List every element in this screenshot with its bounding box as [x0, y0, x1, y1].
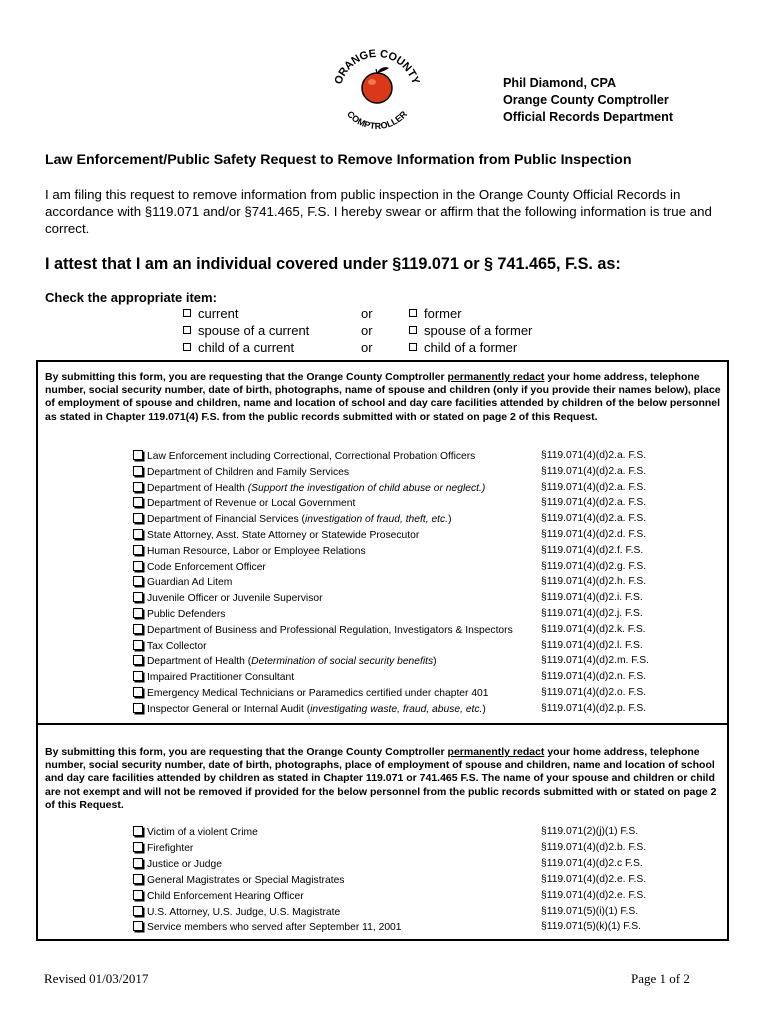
checkbox-icon[interactable] — [183, 326, 191, 334]
or-text: or — [361, 340, 373, 355]
option-current[interactable]: current — [183, 306, 238, 321]
statute-reference: §119.071(4)(d)2.a. F.S. — [541, 497, 647, 509]
item-label: Department of Health — [147, 482, 248, 494]
checkbox-icon[interactable] — [183, 309, 191, 317]
item-label: Emergency Medical Technicians or Paramedics certified under chapter 401 — [147, 688, 489, 699]
checkbox-icon[interactable] — [133, 592, 143, 602]
or-text: or — [361, 323, 373, 338]
footer-page-number: Page 1 of 2 — [631, 971, 690, 986]
checkbox-icon[interactable] — [133, 890, 143, 900]
statute-reference: §119.071(2)(j)(1) F.S. — [541, 826, 639, 837]
list-item[interactable] — [133, 623, 513, 637]
item-label: Department of Children and Family Services — [147, 466, 350, 478]
item-label: Victim of a violent Crime — [147, 827, 258, 838]
item-label: Child Enforcement Hearing Officer — [147, 890, 304, 902]
list-item[interactable] — [133, 575, 232, 589]
statute-reference: §119.071(4)(d)2.c F.S. — [541, 857, 643, 869]
list-item[interactable] — [133, 591, 323, 605]
list-item[interactable] — [133, 481, 485, 495]
list-item[interactable] — [133, 607, 225, 621]
statute-reference: §119.071(4)(d)2.h. F.S. — [541, 576, 647, 588]
statute-reference: §119.071(4)(d)2.d. F.S. — [541, 529, 647, 540]
statute-reference: §119.071(4)(d)2.e. F.S. — [541, 889, 647, 901]
statute-reference: §119.071(4)(d)2.a. F.S. — [541, 450, 647, 461]
checkbox-icon[interactable] — [133, 561, 143, 571]
checkbox-icon[interactable] — [133, 842, 143, 852]
checkbox-icon[interactable] — [133, 858, 143, 868]
checkbox-icon[interactable] — [133, 655, 143, 665]
statute-reference: §119.071(4)(d)2.j. F.S. — [541, 608, 643, 619]
item-label: Department of Revenue or Local Government — [147, 498, 356, 510]
intro-paragraph: I am filing this request to remove information from public inspection in the Orange County Official Records in accordance with §119.071 and/or §741.465, F.S. I hereby swear or affirm that the following information is true and correct. — [45, 187, 712, 236]
statute-reference: §119.071(4)(d)2.n. F.S. — [541, 671, 647, 683]
item-label: U.S. Attorney, U.S. Judge, U.S. Magistrate — [147, 906, 341, 918]
list-item[interactable] — [133, 465, 349, 479]
header-office: Orange County Comptroller — [503, 93, 669, 107]
checkbox-icon[interactable] — [133, 513, 143, 523]
item-note: Determination of social security benefits — [251, 656, 434, 668]
checkbox-icon[interactable] — [133, 921, 143, 931]
list-item[interactable] — [133, 512, 452, 526]
form-title: Law Enforcement/Public Safety Request to Remove Information from Public Inspection — [45, 152, 632, 168]
list-item[interactable] — [133, 670, 294, 684]
list-item[interactable] — [133, 654, 437, 668]
list-item[interactable] — [133, 686, 489, 700]
list-item[interactable] — [133, 905, 340, 919]
item-label: Service members who served after September 11, 2001 — [147, 922, 402, 934]
statute-reference: §119.071(4)(d)2.m. F.S. — [541, 655, 649, 667]
item-label: Department of Business and Professional Regulation, Investigators & Inspectors — [147, 624, 513, 636]
attest-heading: I attest that I am an individual covered under §119.071 or § 741.465, F.S. as: — [45, 255, 621, 273]
list-item[interactable] — [133, 857, 222, 871]
item-note: (Support the investigation of child abuse or neglect.) — [247, 482, 486, 494]
list-item[interactable] — [133, 702, 486, 716]
item-note: investigating waste, fraud, abuse, etc. — [310, 703, 483, 715]
header-name: Phil Diamond, CPA — [503, 76, 617, 90]
list-item[interactable] — [133, 528, 419, 542]
logo-top-text: ORANGE COUNTY — [332, 47, 422, 86]
footer-revised: Revised 01/03/2017 — [44, 971, 149, 986]
checkbox-icon[interactable] — [133, 466, 143, 476]
statute-reference: §119.071(4)(d)2.a. F.S. — [541, 465, 647, 477]
option-spouse-former[interactable]: spouse of a former — [409, 323, 532, 338]
item-label: State Attorney, Asst. State Attorney or Statewide Prosecutor — [147, 530, 420, 541]
option-spouse-current[interactable]: spouse of a current — [183, 323, 309, 338]
svg-text:COMPTROLLER — [345, 109, 409, 130]
item-label: Guardian Ad Litem — [147, 577, 233, 589]
item-label: Firefighter — [147, 842, 194, 854]
checkbox-icon[interactable] — [133, 529, 143, 539]
logo-bottom-text: COMPTROLLER — [345, 109, 409, 130]
checkbox-icon[interactable] — [133, 482, 143, 492]
list-item[interactable] — [133, 560, 266, 574]
header-department: Official Records Department — [503, 110, 674, 124]
item-label: Justice or Judge — [147, 858, 222, 870]
section-2-paragraph: By submitting this form, you are requesting that the Orange County Comptroller permanently redact your home address, telephone number, social security number, date of birth, photographs, place of employment of spouse and children, name and location of school and day care facilities attended by children as stated in Chapter 119.071 or 741.465 F.S. The name of your spouse and children or child are not exempt and will not be removed if provided for the below personnel from the public records submitted with or stated on page 2 of this Request. — [45, 746, 717, 811]
item-suffix: ) — [448, 514, 452, 526]
item-label: Department of Financial Services ( — [147, 514, 305, 526]
item-label: Juvenile Officer or Juvenile Supervisor — [147, 593, 323, 605]
statute-reference: §119.071(4)(d)2.b. F.S. — [541, 841, 647, 853]
checkbox-icon[interactable] — [133, 608, 143, 618]
item-label: Law Enforcement including Correctional, Correctional Probation Officers — [147, 451, 476, 462]
list-item[interactable] — [133, 889, 304, 903]
statute-reference: §119.071(4)(d)2.k. F.S. — [541, 623, 646, 635]
statute-reference: §119.071(4)(d)2.a. F.S. — [541, 481, 647, 493]
checkbox-icon[interactable] — [133, 624, 143, 634]
list-item[interactable] — [133, 496, 355, 510]
statute-reference: §119.071(4)(d)2.i. F.S. — [541, 592, 643, 604]
statute-reference: §119.071(5)(i)(1) F.S. — [541, 905, 639, 917]
checkbox-icon[interactable] — [133, 671, 143, 681]
statute-reference: §119.071(4)(d)2.g. F.S. — [541, 560, 647, 572]
item-label: General Magistrates or Special Magistrates — [147, 874, 345, 886]
checkbox-icon[interactable] — [133, 687, 143, 697]
checkbox-icon[interactable] — [133, 906, 143, 916]
list-item[interactable] — [133, 873, 344, 887]
checkbox-icon[interactable] — [133, 545, 143, 555]
item-suffix: ) — [433, 656, 437, 668]
check-label: Check the appropriate item: — [45, 290, 217, 305]
list-item[interactable] — [133, 449, 475, 463]
item-label: Inspector General or Internal Audit ( — [147, 703, 311, 715]
checkbox-icon[interactable] — [133, 497, 143, 507]
orange-county-comptroller-logo — [328, 40, 426, 130]
checkbox-icon[interactable] — [133, 640, 143, 650]
section-1-paragraph: By submitting this form, you are requesting that the Orange County Comptroller permanently redact your home address, telephone number, social security number, date of birth, photographs, name of spouse and children (only if you provide their names below), place of employment of spouse and children, name and location of school and day care facilities attended by children of the below personnel as stated in Chapter 119.071(4) F.S. from the public records submitted with or stated on page 2 of this Request. — [45, 371, 721, 423]
item-label: Code Enforcement Officer — [147, 561, 266, 573]
statute-reference: §119.071(4)(d)2.f. F.S. — [541, 544, 644, 556]
statute-reference: §119.071(4)(d)2.l. F.S. — [541, 639, 643, 651]
list-item[interactable] — [133, 920, 402, 934]
item-label: Human Resource, Labor or Employee Relations — [147, 545, 366, 557]
checkbox-icon[interactable] — [409, 326, 417, 334]
option-former[interactable]: former — [409, 306, 462, 321]
checkbox-icon[interactable] — [409, 309, 417, 317]
item-label: Public Defenders — [147, 609, 226, 620]
item-label: Impaired Practitioner Consultant — [147, 672, 295, 684]
checkbox-icon[interactable] — [133, 703, 143, 713]
option-child-current[interactable]: child of a current — [183, 340, 294, 355]
statute-reference: §119.071(5)(k)(1) F.S. — [541, 921, 641, 933]
list-item[interactable] — [133, 639, 207, 653]
list-item[interactable] — [133, 825, 258, 839]
item-label: Department of Health ( — [147, 656, 252, 668]
option-child-former[interactable]: child of a former — [409, 340, 517, 355]
or-text: or — [361, 306, 373, 321]
checkbox-icon[interactable] — [133, 874, 143, 884]
item-note: investigation of fraud, theft, etc. — [304, 514, 449, 526]
item-label: Tax Collector — [147, 640, 207, 652]
orange-fruit-icon — [362, 73, 392, 103]
statute-reference: §119.071(4)(d)2.o. F.S. — [541, 687, 647, 698]
checkbox-icon[interactable] — [409, 343, 417, 351]
list-item[interactable] — [133, 841, 193, 855]
item-suffix: ) — [482, 703, 486, 715]
statute-reference: §119.071(4)(d)2.e. F.S. — [541, 873, 647, 885]
statute-reference: §119.071(4)(d)2.p. F.S. — [541, 702, 647, 714]
checkbox-icon[interactable] — [133, 576, 143, 586]
checkbox-icon[interactable] — [133, 450, 143, 460]
list-item[interactable] — [133, 544, 366, 558]
checkbox-icon[interactable] — [183, 343, 191, 351]
statute-reference: §119.071(4)(d)2.a. F.S. — [541, 513, 647, 525]
checkbox-icon[interactable] — [133, 826, 143, 836]
